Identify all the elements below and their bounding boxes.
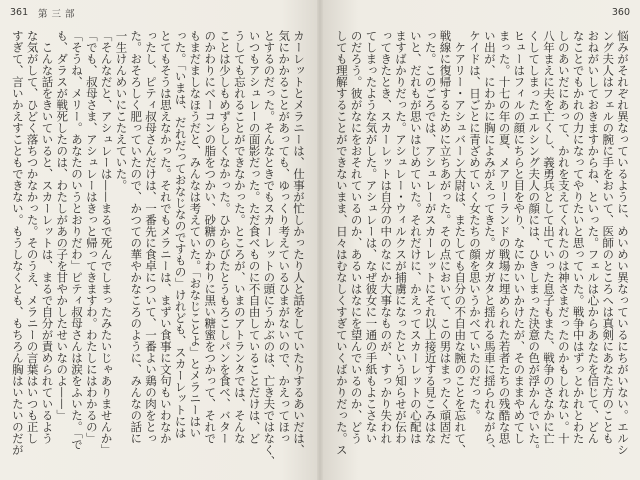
book-gutter xyxy=(317,0,323,480)
text-column: ことは少しもめずらしくなかった。ひからびたとうもろこしパンを食べ、バター xyxy=(218,30,233,444)
text-column: すぎて、言いかえすこともできない。もうしなくとも、もちろん胸はいたいのだが xyxy=(10,30,25,456)
text-column: い出が、にわかに胸によみがえってきた。ガタガタと揺れる馬車に揺られながら、 xyxy=(482,30,497,456)
text-column: のだろう。彼がなにをおそれているのか、あるいはなにを望んでいるのか、どう xyxy=(349,30,364,444)
text-column: 「そうね、メリー。あなたのいうとおりだわ」ピティ叔母さんは涙をふいた。「で xyxy=(70,30,85,450)
text-column: 一生けんめいにこたえていた。 xyxy=(114,30,129,191)
text-column: 八年まえに夫を亡くし、義勇兵として出ていった息子もまた、戦争のさなかに亡 xyxy=(542,30,557,444)
text-column: いと、だれもが思いはじめていた。それだけに、かえってスカーレットの心配は xyxy=(408,30,423,444)
text-column: こんな話をきいていると、スカーレットは、まるで自分が責められているよう xyxy=(40,30,55,444)
text-column: った。このごろでは、アシュレーがスカーレットにそれ以上接近する見こみはな xyxy=(423,30,438,444)
text-column: おねがいしておきますからね、といった。フェルは心からあなたを信じて、どん xyxy=(586,30,601,444)
text-column: しても理解することができないまま、日々はむなしくすぎていくばかりだった。ス xyxy=(334,30,349,456)
text-column: なことでもかれの力になってやりたいと思っていた。戦争中はずっとかれとわた xyxy=(571,30,586,444)
text-column: いつもアシュレーの面影だった。ただ食べものに不自由していることだけは、ど xyxy=(247,30,262,444)
text-column: 悩みがそれぞれ異なっているように、めいめい異なっているにちがいない。エルシ xyxy=(616,30,630,456)
text-column: くしてしまったエルシング夫人の顔には、ひきしまった決意の色が浮かんでいた。 xyxy=(527,30,542,456)
text-column: な気がして、ひどく落ちつかなかった。そのうえ、メラニーの言葉はいつも正し xyxy=(25,30,40,444)
text-column: った。「いまは、だれだっておなじなのですもの」けれども、スカーレットには xyxy=(173,30,188,439)
text-column: まった。十七の年の夏、メアリーランドの戦場に埋められた若者たちの残酷な思 xyxy=(497,30,512,444)
text-column: ケイドは、日ごとに青ざめていく女たちの顔を思いうかべていたのだった。 xyxy=(468,30,483,421)
text-column: のかわりにベーコンの脂をつかい、砂糖のかわりに黒い糖蜜をつかって、それで xyxy=(203,30,218,444)
text-column: うしても忘れることができなかった。ところが、いまのアトランタでは、そんな xyxy=(232,30,247,444)
text-column: た。おそろしく肥っていたので、かつての華やかなころのように、みんなの話に xyxy=(129,30,144,444)
text-column: ますばかりだった。アシュレー・ウィルクスが捕虜になったという知らせが伝わ xyxy=(394,30,409,444)
text-column: とてもそうは思えなかった。それでもメラニーは、まずい食事に文句もいわなか xyxy=(158,30,173,444)
text-column: ってきたとき、スカーレットは自分の中のなにか大事なものが、すっかり失われ xyxy=(379,30,394,444)
text-column: ヒューはフィルの顔にちらと目をやり、なにかいいかけたが、そのままやめてし xyxy=(512,30,527,444)
text-column: しのあいだにあって、かれを支えてくれたのは神さまだったのかもしれない。十 xyxy=(556,30,571,444)
text-column: カーレットとメラニーは、仕事が忙しかったり人と話をしていたりするあいだは、 xyxy=(292,30,306,456)
text-column: も、ダラスが戦死したのは、わたしがあの子を甘やかしたせいなのよ——」 xyxy=(55,30,70,421)
page-number: 360 xyxy=(611,7,630,18)
part-heading: 第三部 xyxy=(38,9,79,20)
text-column: 「そんなだと、アシュレーは——まるで死んでしまったみたいじゃありませんか」 xyxy=(99,30,114,456)
text-column: ング夫人はフェルの腕に手をおいて、医師のところへは真剣にあなた方のことも xyxy=(601,30,616,444)
text-column: 「でも、叔母さま、アシュレーはきっと帰ってきますわ。わたしにはわかるの」 xyxy=(84,30,99,444)
text-column: 気にかかることがあっても、ゆっくり考えているひまがないので、かえってほっ xyxy=(277,30,292,444)
text-column: ったし、ピティ叔母さんだけは、一番先に食卓について、一番よい鶏の肉をとっ xyxy=(144,30,159,444)
text-column: ケアリー・アシュバーン大尉は、またしても自分の不自由な腕のことを忘れて、 xyxy=(453,30,468,456)
text-block xyxy=(334,30,630,470)
right-page xyxy=(320,0,640,480)
text-column: もまだましなほうだと、みんなは考えていた。「おなじことよ」とメラニーはい xyxy=(188,30,203,439)
text-block xyxy=(10,30,306,470)
text-column: てしまったような気がした。アシュレーは、なぜ彼女に一通の手紙もよこさない xyxy=(364,30,379,444)
text-column: とするのだった。そんなときでもスカーレットの頭にうかぶのは、亡き夫ではなく、 xyxy=(262,30,277,467)
page-number: 361 xyxy=(10,7,29,18)
text-column: 戦線に復帰するために立ちあがった。その点において、この男はまったく頑固だ xyxy=(438,30,453,444)
